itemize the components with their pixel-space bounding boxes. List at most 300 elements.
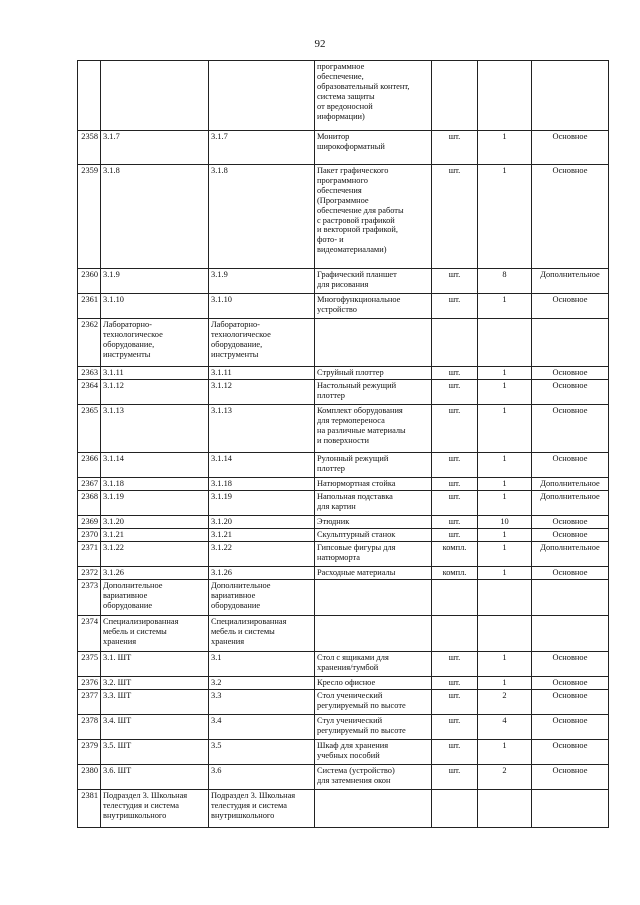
cell-unit bbox=[432, 478, 478, 491]
cell-item-name bbox=[315, 380, 432, 405]
table-row bbox=[78, 380, 609, 405]
cell-equipment-type bbox=[532, 380, 609, 405]
cell-unit-line: шт. bbox=[448, 678, 461, 687]
cell-item-name bbox=[315, 269, 432, 294]
cell-item-name bbox=[315, 567, 432, 580]
cell-item-name-line: фото- и bbox=[317, 235, 344, 245]
cell-item-name bbox=[315, 542, 432, 567]
cell-item-name bbox=[315, 677, 432, 690]
cell-reference-line: 3.1.11 bbox=[211, 368, 232, 377]
cell-row-number bbox=[78, 567, 101, 580]
cell-row-number bbox=[78, 790, 101, 828]
cell-equipment-type bbox=[532, 453, 609, 478]
cell-item-name bbox=[315, 765, 432, 790]
table-row bbox=[78, 542, 609, 567]
cell-item-name-line: Шкаф для хранения bbox=[317, 741, 389, 750]
cell-reference-line: 3.4 bbox=[211, 716, 222, 725]
cell-item-name-line: регулируемый по высоте bbox=[317, 700, 406, 710]
cell-equipment-type-line: Основное bbox=[552, 517, 588, 526]
cell-code-line: 3.1.26 bbox=[103, 568, 124, 577]
cell-item-name bbox=[315, 652, 432, 677]
cell-reference-line: инструменты bbox=[211, 349, 259, 359]
cell-equipment-type-line: Дополнительное bbox=[540, 270, 600, 279]
cell-row-number-line: 2381 bbox=[81, 791, 98, 800]
cell-item-name-line: плоттер bbox=[317, 390, 345, 400]
cell-item-name bbox=[315, 61, 432, 131]
table-row bbox=[78, 652, 609, 677]
cell-unit-line: компл. bbox=[442, 568, 467, 577]
cell-quantity-line: 1 bbox=[502, 454, 507, 463]
table-row bbox=[78, 405, 609, 453]
cell-row-number-line: 2371 bbox=[81, 543, 98, 552]
cell-reference-line: 3.3 bbox=[211, 691, 222, 700]
cell-row-number bbox=[78, 380, 101, 405]
cell-row-number bbox=[78, 131, 101, 165]
cell-item-name-line: для термопереноса bbox=[317, 415, 385, 425]
cell-item-name-line: Многофункциональное bbox=[317, 295, 401, 304]
cell-row-number bbox=[78, 294, 101, 319]
cell-row-number bbox=[78, 516, 101, 529]
cell-item-name-line: Настольный режущий bbox=[317, 381, 397, 390]
cell-row-number bbox=[78, 529, 101, 542]
cell-item-name-line: Монитор bbox=[317, 132, 350, 141]
table-row bbox=[78, 367, 609, 380]
cell-unit bbox=[432, 294, 478, 319]
cell-item-name bbox=[315, 529, 432, 542]
cell-code-line: 3.1.20 bbox=[103, 517, 124, 526]
cell-item-name-line: Система (устройство) bbox=[317, 766, 395, 775]
cell-row-number bbox=[78, 491, 101, 516]
cell-row-number-line: 2377 bbox=[81, 691, 98, 700]
cell-unit-line: шт. bbox=[448, 716, 461, 725]
cell-reference bbox=[209, 131, 315, 165]
cell-item-name bbox=[315, 165, 432, 269]
cell-quantity bbox=[478, 765, 532, 790]
cell-equipment-type-line: Основное bbox=[552, 568, 588, 577]
cell-code bbox=[101, 131, 209, 165]
cell-quantity-line: 1 bbox=[502, 492, 507, 501]
cell-equipment-type bbox=[532, 165, 609, 269]
cell-equipment-type-line: Основное bbox=[552, 406, 588, 415]
cell-quantity-line: 1 bbox=[502, 653, 507, 662]
cell-code bbox=[101, 690, 209, 715]
cell-row-number bbox=[78, 453, 101, 478]
cell-equipment-type bbox=[532, 790, 609, 828]
cell-row-number bbox=[78, 765, 101, 790]
cell-row-number-line: 2367 bbox=[81, 479, 98, 488]
cell-reference bbox=[209, 690, 315, 715]
cell-reference bbox=[209, 491, 315, 516]
cell-unit bbox=[432, 652, 478, 677]
cell-row-number-line: 2369 bbox=[81, 517, 98, 526]
cell-row-number-line: 2360 bbox=[81, 270, 98, 279]
cell-reference bbox=[209, 765, 315, 790]
cell-item-name-line: (Программное bbox=[317, 195, 369, 205]
cell-code-line: 3.1.19 bbox=[103, 492, 124, 501]
cell-item-name bbox=[315, 294, 432, 319]
cell-quantity bbox=[478, 715, 532, 740]
cell-item-name-line: информации) bbox=[317, 111, 365, 121]
cell-equipment-type bbox=[532, 580, 609, 616]
cell-quantity bbox=[478, 529, 532, 542]
cell-row-number bbox=[78, 319, 101, 367]
table-row bbox=[78, 478, 609, 491]
cell-code-line: Дополнительное bbox=[103, 581, 163, 590]
cell-quantity bbox=[478, 491, 532, 516]
cell-reference-line: 3.1.13 bbox=[211, 406, 232, 415]
cell-unit bbox=[432, 542, 478, 567]
cell-reference-line: Дополнительное bbox=[211, 581, 271, 590]
cell-quantity bbox=[478, 652, 532, 677]
cell-reference bbox=[209, 516, 315, 529]
cell-reference-line: оборудование bbox=[211, 600, 261, 610]
cell-quantity bbox=[478, 319, 532, 367]
cell-reference-line: Подраздел 3. Школьная bbox=[211, 791, 296, 800]
cell-item-name bbox=[315, 131, 432, 165]
cell-code-line: оборудование, bbox=[103, 339, 155, 349]
cell-code-line: 3.1.21 bbox=[103, 530, 124, 539]
cell-reference bbox=[209, 677, 315, 690]
cell-unit bbox=[432, 165, 478, 269]
cell-quantity bbox=[478, 294, 532, 319]
cell-quantity bbox=[478, 580, 532, 616]
cell-unit-line: шт. bbox=[448, 479, 461, 488]
cell-unit bbox=[432, 529, 478, 542]
cell-reference-line: оборудование, bbox=[211, 339, 263, 349]
table-row bbox=[78, 690, 609, 715]
cell-equipment-type-line: Основное bbox=[552, 295, 588, 304]
cell-reference bbox=[209, 61, 315, 131]
cell-row-number-line: 2372 bbox=[81, 568, 98, 577]
cell-code bbox=[101, 790, 209, 828]
cell-reference-line: внутришкольного bbox=[211, 810, 275, 820]
cell-item-name-line: широкоформатный bbox=[317, 141, 385, 151]
cell-equipment-type bbox=[532, 319, 609, 367]
cell-row-number-line: 2373 bbox=[81, 581, 98, 590]
cell-reference-line: Специализированная bbox=[211, 617, 287, 626]
cell-quantity-line: 1 bbox=[502, 381, 507, 390]
cell-row-number-line: 2364 bbox=[81, 381, 98, 390]
cell-unit bbox=[432, 790, 478, 828]
cell-quantity-line: 1 bbox=[502, 132, 507, 141]
cell-quantity-line: 8 bbox=[502, 270, 507, 279]
cell-quantity-line: 1 bbox=[502, 543, 507, 552]
cell-equipment-type bbox=[532, 131, 609, 165]
cell-row-number-line: 2379 bbox=[81, 741, 98, 750]
cell-equipment-type bbox=[532, 478, 609, 491]
cell-quantity bbox=[478, 677, 532, 690]
table-row bbox=[78, 453, 609, 478]
cell-item-name-line: образовательный контент, bbox=[317, 81, 410, 91]
table-row bbox=[78, 740, 609, 765]
cell-code bbox=[101, 269, 209, 294]
cell-item-name-line: учебных пособий bbox=[317, 750, 380, 760]
cell-equipment-type-line: Основное bbox=[552, 132, 588, 141]
cell-row-number-line: 2359 bbox=[81, 166, 98, 175]
cell-code-line: технологическое bbox=[103, 329, 163, 339]
cell-item-name bbox=[315, 790, 432, 828]
cell-reference-line: 3.1.19 bbox=[211, 492, 232, 501]
cell-equipment-type-line: Основное bbox=[552, 691, 588, 700]
cell-item-name-line: программное bbox=[317, 62, 365, 71]
cell-equipment-type bbox=[532, 269, 609, 294]
cell-code-line: мебель и системы bbox=[103, 626, 167, 636]
table-row bbox=[78, 516, 609, 529]
cell-code-line: хранения bbox=[103, 636, 137, 646]
table-body bbox=[78, 61, 609, 828]
cell-equipment-type bbox=[532, 529, 609, 542]
cell-quantity bbox=[478, 165, 532, 269]
cell-reference bbox=[209, 405, 315, 453]
cell-unit-line: шт. bbox=[448, 741, 461, 750]
cell-unit bbox=[432, 269, 478, 294]
cell-code-line: 3.1.9 bbox=[103, 270, 120, 279]
cell-code bbox=[101, 740, 209, 765]
cell-quantity-line: 4 bbox=[502, 716, 507, 725]
cell-row-number-line: 2363 bbox=[81, 368, 98, 377]
cell-row-number-line: 2370 bbox=[81, 530, 98, 539]
table-row bbox=[78, 294, 609, 319]
cell-code-line: 3.1.22 bbox=[103, 543, 124, 552]
cell-reference-line: 3.1.14 bbox=[211, 454, 232, 463]
cell-code bbox=[101, 61, 209, 131]
cell-quantity-line: 1 bbox=[502, 166, 507, 175]
cell-equipment-type-line: Основное bbox=[552, 530, 588, 539]
cell-row-number bbox=[78, 690, 101, 715]
cell-item-name-line: Натюрмортная стойка bbox=[317, 479, 396, 488]
table-row bbox=[78, 790, 609, 828]
cell-item-name-line: Рулонный режущий bbox=[317, 454, 389, 463]
cell-row-number-line: 2380 bbox=[81, 766, 98, 775]
cell-row-number-line: 2376 bbox=[81, 678, 98, 687]
cell-row-number-line: 2375 bbox=[81, 653, 98, 662]
cell-item-name bbox=[315, 405, 432, 453]
cell-equipment-type bbox=[532, 516, 609, 529]
cell-item-name-line: видеоматериалами) bbox=[317, 245, 387, 255]
cell-unit bbox=[432, 319, 478, 367]
cell-equipment-type bbox=[532, 567, 609, 580]
cell-row-number bbox=[78, 367, 101, 380]
cell-reference-line: 3.6 bbox=[211, 766, 222, 775]
cell-row-number bbox=[78, 542, 101, 567]
cell-code-line: 3.1.12 bbox=[103, 381, 124, 390]
cell-unit-line: шт. bbox=[448, 270, 461, 279]
cell-quantity-line: 1 bbox=[502, 568, 507, 577]
cell-reference-line: 3.5 bbox=[211, 741, 222, 750]
cell-item-name bbox=[315, 478, 432, 491]
cell-reference-line: 3.1.22 bbox=[211, 543, 232, 552]
cell-code bbox=[101, 294, 209, 319]
cell-item-name-line: обеспечение для работы bbox=[317, 205, 404, 215]
cell-reference bbox=[209, 529, 315, 542]
cell-reference bbox=[209, 567, 315, 580]
cell-item-name-line: на различные материалы bbox=[317, 425, 406, 435]
cell-row-number bbox=[78, 677, 101, 690]
cell-quantity bbox=[478, 516, 532, 529]
cell-item-name-line: регулируемый по высоте bbox=[317, 725, 406, 735]
cell-quantity bbox=[478, 567, 532, 580]
cell-unit bbox=[432, 491, 478, 516]
cell-quantity-line: 2 bbox=[502, 691, 507, 700]
cell-row-number-line: 2362 bbox=[81, 320, 98, 329]
cell-code bbox=[101, 580, 209, 616]
cell-item-name bbox=[315, 616, 432, 652]
cell-unit bbox=[432, 380, 478, 405]
cell-code-line: оборудование bbox=[103, 600, 153, 610]
cell-unit-line: шт. bbox=[448, 492, 461, 501]
cell-quantity bbox=[478, 616, 532, 652]
cell-equipment-type-line: Дополнительное bbox=[540, 543, 600, 552]
cell-item-name-line: Гипсовые фигуры для bbox=[317, 543, 396, 552]
cell-unit-line: шт. bbox=[448, 653, 461, 662]
cell-row-number bbox=[78, 405, 101, 453]
cell-code bbox=[101, 765, 209, 790]
cell-unit bbox=[432, 453, 478, 478]
cell-code bbox=[101, 478, 209, 491]
cell-code-line: Специализированная bbox=[103, 617, 179, 626]
cell-reference-line: 3.1.10 bbox=[211, 295, 232, 304]
cell-equipment-type bbox=[532, 677, 609, 690]
table-row bbox=[78, 677, 609, 690]
cell-reference-line: 3.2 bbox=[211, 678, 222, 687]
cell-equipment-type bbox=[532, 367, 609, 380]
table-row bbox=[78, 567, 609, 580]
cell-unit-line: шт. bbox=[448, 766, 461, 775]
cell-item-name bbox=[315, 715, 432, 740]
cell-unit-line: шт. bbox=[448, 381, 461, 390]
cell-item-name bbox=[315, 319, 432, 367]
cell-reference bbox=[209, 740, 315, 765]
cell-item-name-line: с растровой графикой bbox=[317, 215, 395, 225]
cell-code-line: вариативное bbox=[103, 590, 148, 600]
cell-quantity-line: 10 bbox=[500, 517, 509, 526]
cell-code-line: Подраздел 3. Школьная bbox=[103, 791, 188, 800]
cell-code bbox=[101, 529, 209, 542]
cell-row-number bbox=[78, 165, 101, 269]
equipment-table bbox=[77, 60, 609, 828]
cell-row-number-line: 2358 bbox=[81, 132, 98, 141]
cell-item-name-line: натюрморта bbox=[317, 552, 361, 562]
table-row bbox=[78, 580, 609, 616]
cell-item-name-line: Расходные материалы bbox=[317, 568, 396, 577]
cell-code-line: телестудия и система bbox=[103, 800, 179, 810]
cell-reference-line: 3.1.9 bbox=[211, 270, 228, 279]
cell-row-number-line: 2365 bbox=[81, 406, 98, 415]
cell-reference-line: 3.1.18 bbox=[211, 479, 232, 488]
table-row bbox=[78, 61, 609, 131]
cell-equipment-type bbox=[532, 405, 609, 453]
cell-quantity bbox=[478, 380, 532, 405]
cell-code bbox=[101, 165, 209, 269]
cell-item-name-line: Этюдник bbox=[317, 517, 350, 526]
cell-item-name-line: Пакет графического bbox=[317, 166, 389, 175]
cell-reference-line: вариативное bbox=[211, 590, 256, 600]
cell-equipment-type-line: Основное bbox=[552, 741, 588, 750]
cell-reference bbox=[209, 319, 315, 367]
cell-code bbox=[101, 542, 209, 567]
cell-reference bbox=[209, 294, 315, 319]
cell-item-name-line: обеспечения bbox=[317, 185, 362, 195]
cell-reference-line: технологическое bbox=[211, 329, 271, 339]
cell-code-line: 3.1.8 bbox=[103, 166, 120, 175]
cell-unit-line: шт. bbox=[448, 132, 461, 141]
cell-code-line: 3.6. ШТ bbox=[103, 766, 132, 775]
cell-item-name bbox=[315, 367, 432, 380]
cell-item-name-line: Скульптурный станок bbox=[317, 530, 396, 539]
table-row bbox=[78, 131, 609, 165]
cell-unit-line: шт. bbox=[448, 530, 461, 539]
cell-equipment-type bbox=[532, 740, 609, 765]
cell-reference-line: хранения bbox=[211, 636, 245, 646]
cell-equipment-type-line: Основное bbox=[552, 166, 588, 175]
cell-code-line: 3.1.10 bbox=[103, 295, 124, 304]
cell-reference-line: 3.1.7 bbox=[211, 132, 228, 141]
cell-code-line: 3.1.18 bbox=[103, 479, 124, 488]
cell-code bbox=[101, 367, 209, 380]
cell-code bbox=[101, 516, 209, 529]
cell-equipment-type bbox=[532, 690, 609, 715]
cell-quantity bbox=[478, 690, 532, 715]
cell-code-line: 3.1.11 bbox=[103, 368, 124, 377]
table-row bbox=[78, 616, 609, 652]
cell-item-name-line: Комплект оборудования bbox=[317, 406, 403, 415]
cell-item-name-line: Напольная подставка bbox=[317, 492, 393, 501]
cell-unit-line: шт. bbox=[448, 295, 461, 304]
cell-reference bbox=[209, 542, 315, 567]
cell-item-name-line: для картин bbox=[317, 501, 356, 511]
cell-item-name-line: Кресло офисное bbox=[317, 678, 376, 687]
cell-item-name bbox=[315, 740, 432, 765]
cell-code-line: 3.1. ШТ bbox=[103, 653, 132, 662]
cell-quantity-line: 1 bbox=[502, 678, 507, 687]
cell-code bbox=[101, 380, 209, 405]
cell-item-name-line: Стол ученический bbox=[317, 691, 383, 700]
cell-item-name-line: Струйный плоттер bbox=[317, 368, 384, 377]
cell-unit bbox=[432, 616, 478, 652]
cell-code bbox=[101, 453, 209, 478]
cell-code-line: внутришкольного bbox=[103, 810, 167, 820]
cell-unit-line: компл. bbox=[442, 543, 467, 552]
cell-equipment-type bbox=[532, 61, 609, 131]
cell-item-name-line: от вредоносной bbox=[317, 101, 373, 111]
cell-row-number-line: 2366 bbox=[81, 454, 98, 463]
cell-unit-line: шт. bbox=[448, 406, 461, 415]
cell-reference bbox=[209, 790, 315, 828]
cell-reference-line: Лабораторно- bbox=[211, 320, 260, 329]
cell-quantity bbox=[478, 367, 532, 380]
table-row bbox=[78, 269, 609, 294]
cell-reference-line: 3.1.12 bbox=[211, 381, 232, 390]
cell-row-number-line: 2361 bbox=[81, 295, 98, 304]
cell-unit bbox=[432, 677, 478, 690]
cell-unit bbox=[432, 740, 478, 765]
cell-equipment-type-line: Основное bbox=[552, 368, 588, 377]
table-row bbox=[78, 715, 609, 740]
cell-unit bbox=[432, 580, 478, 616]
cell-item-name-line: программного bbox=[317, 175, 368, 185]
cell-quantity bbox=[478, 740, 532, 765]
cell-item-name bbox=[315, 516, 432, 529]
cell-quantity-line: 1 bbox=[502, 530, 507, 539]
cell-reference-line: мебель и системы bbox=[211, 626, 275, 636]
cell-quantity bbox=[478, 61, 532, 131]
cell-equipment-type-line: Дополнительное bbox=[540, 479, 600, 488]
cell-equipment-type-line: Основное bbox=[552, 653, 588, 662]
cell-quantity bbox=[478, 542, 532, 567]
cell-equipment-type-line: Основное bbox=[552, 766, 588, 775]
cell-reference bbox=[209, 165, 315, 269]
cell-quantity bbox=[478, 790, 532, 828]
